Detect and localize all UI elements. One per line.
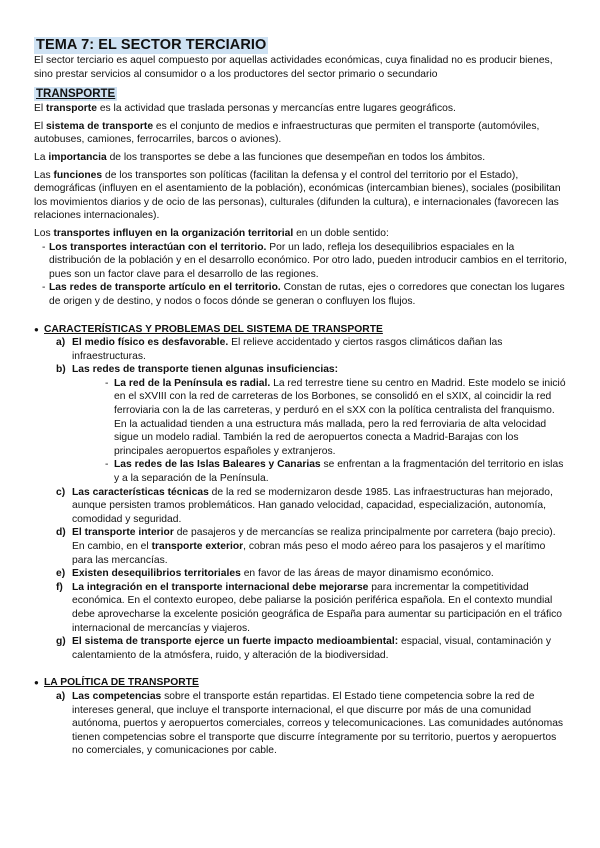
- sub-item-peninsula: - La red de la Península es radial. La red terrestre tiene su centro en Madrid. Este modelo se inició en el sXVIII con la red de carreteras de los Borbones, se consolidó en el sXIX, al coincidir la red ferroviaria con la de las carreteras, y perduró en el sXX con la política centralista del franquismo. En la actualidad tienden a una estructura más mallada, pero la red ferroviaria de alta velocidad sigue un modelo radial. También la red de aeropuertos conecta a Madrid-Barajas con los principales aeropuertos españoles y extranjeros.: [34, 377, 568, 459]
- paragraph-sistema: El sistema de transporte es el conjunto de medios e infraestructuras que permiten el transporte (automóviles, autobuses, camiones, ferrocarriles, barcos o aviones).: [34, 120, 540, 146]
- list-item-c: c) Las características técnicas de la red se modernizaron desde 1985. Las infraestructuras han mejorado, aunque persisten tramos problemáticos. Han ganado velocidad, capacidad, especialización, autonomía, comodidad y seguridad.: [56, 486, 553, 525]
- section-heading-caracteristicas: ● CARACTERÍSTICAS Y PROBLEMAS DEL SISTEMA DE TRANSPORTE: [34, 323, 568, 337]
- list-item-competencias: a) Las competencias sobre el transporte están repartidas. El Estado tiene competencia sobre la red de intereses general, que incluye el transporte internacional, el que discurre por más de una comunidad autónoma, puertos y aeropuertos comerciales, correos y telecomunicaciones. Las comunidades autónomas tienen competencias sobre el transporte que discurre íntegramente por su territorio, puertos y aeropuertos no comerciales, y comunicaciones por cable.: [56, 690, 564, 757]
- paragraph-importancia: La importancia de los transportes se debe a las funciones que desempeñan en todos los ámbitos.: [34, 151, 486, 163]
- paragraph-transporte: El transporte es la actividad que traslada personas y mercancías entre lugares geográficos.: [34, 103, 456, 115]
- list-item-e: e) Existen desequilibrios territoriales en favor de las áreas de mayor dinamismo económico.: [56, 568, 494, 580]
- paragraph-funciones: Las funciones de los transportes son políticas (facilitan la defensa y el control del territorio por el Estado), demográficas (influyen en el asentamiento de la población), económicas (intercambian bienes), sociales (posibilitan los movimientos diarios y de ocio de las personas), culturales (difunden la cultura), e internacionales (favorecen las relaciones internacionales).: [34, 169, 561, 222]
- sub-item-islas: - Las redes de las Islas Baleares y Canarias se enfrentan a la fragmentación del territorio en islas y a la separación de la Península.: [34, 458, 568, 485]
- document-page: [34, 36, 568, 758]
- list-item-g: g) El sistema de transporte ejerce un fuerte impacto medioambiental: espacial, visual, contaminación y calentamiento de la atmósfera, ruido, y alteración de la biodiversidad.: [56, 636, 551, 661]
- list-item-f: f) La integración en el transporte internacional debe mejorarse para incrementar la competitividad económica. En el contexto europeo, debe paliarse la posición periférica española. En el contexto mundial debe aprovecharse la excelente posición geográfica de España para aumentar su participación en el tráfico internacional de mercancías y viajeros.: [56, 581, 562, 634]
- paragraph-organizacion: Los transportes influyen en la organización territorial en un doble sentido:: [34, 227, 389, 239]
- list-item-b: b) Las redes de transporte tienen algunas insuficiencias:: [56, 364, 339, 376]
- list-item-redes: - Las redes de transporte artículo en el territorio. Constan de rutas, ejes o corredores que conectan los lugares de origen y de destino, y nodos o focos dónde se generan o confluyen los flujos.: [34, 281, 568, 308]
- list-item-d: d) El transporte interior de pasajeros y de mercancías se realiza principalmente por carretera (bajo precio). En cambio, en el transporte exterior, cobran más peso el modo aéreo para los pasajeros y el marítimo para las mercancías.: [56, 527, 556, 566]
- section-heading-transporte: TRANSPORTE: [36, 88, 116, 101]
- section-heading-politica: ● LA POLÍTICA DE TRANSPORTE: [34, 676, 568, 690]
- page-title: TEMA 7: EL SECTOR TERCIARIO: [36, 37, 267, 53]
- list-item-a: a) El medio físico es desfavorable. El relieve accidentado y ciertos rasgos climáticos dañan las infraestructuras.: [56, 337, 503, 362]
- intro-paragraph: El sector terciario es aquel compuesto por aquellas actividades económicas, cuya finalidad no es producir bienes, sino prestar servicios al consumidor o a los productores del sector primario o secundario: [34, 55, 553, 80]
- list-item-interactuan: - Los transportes interactúan con el territorio. Por un lado, refleja los desequilibrios espaciales en la distribución de la población y en el desarrollo económico. Por otro lado, pueden introducir cambios en el territorio, pues son un factor clave para el desarrollo de las regiones.: [34, 241, 568, 282]
